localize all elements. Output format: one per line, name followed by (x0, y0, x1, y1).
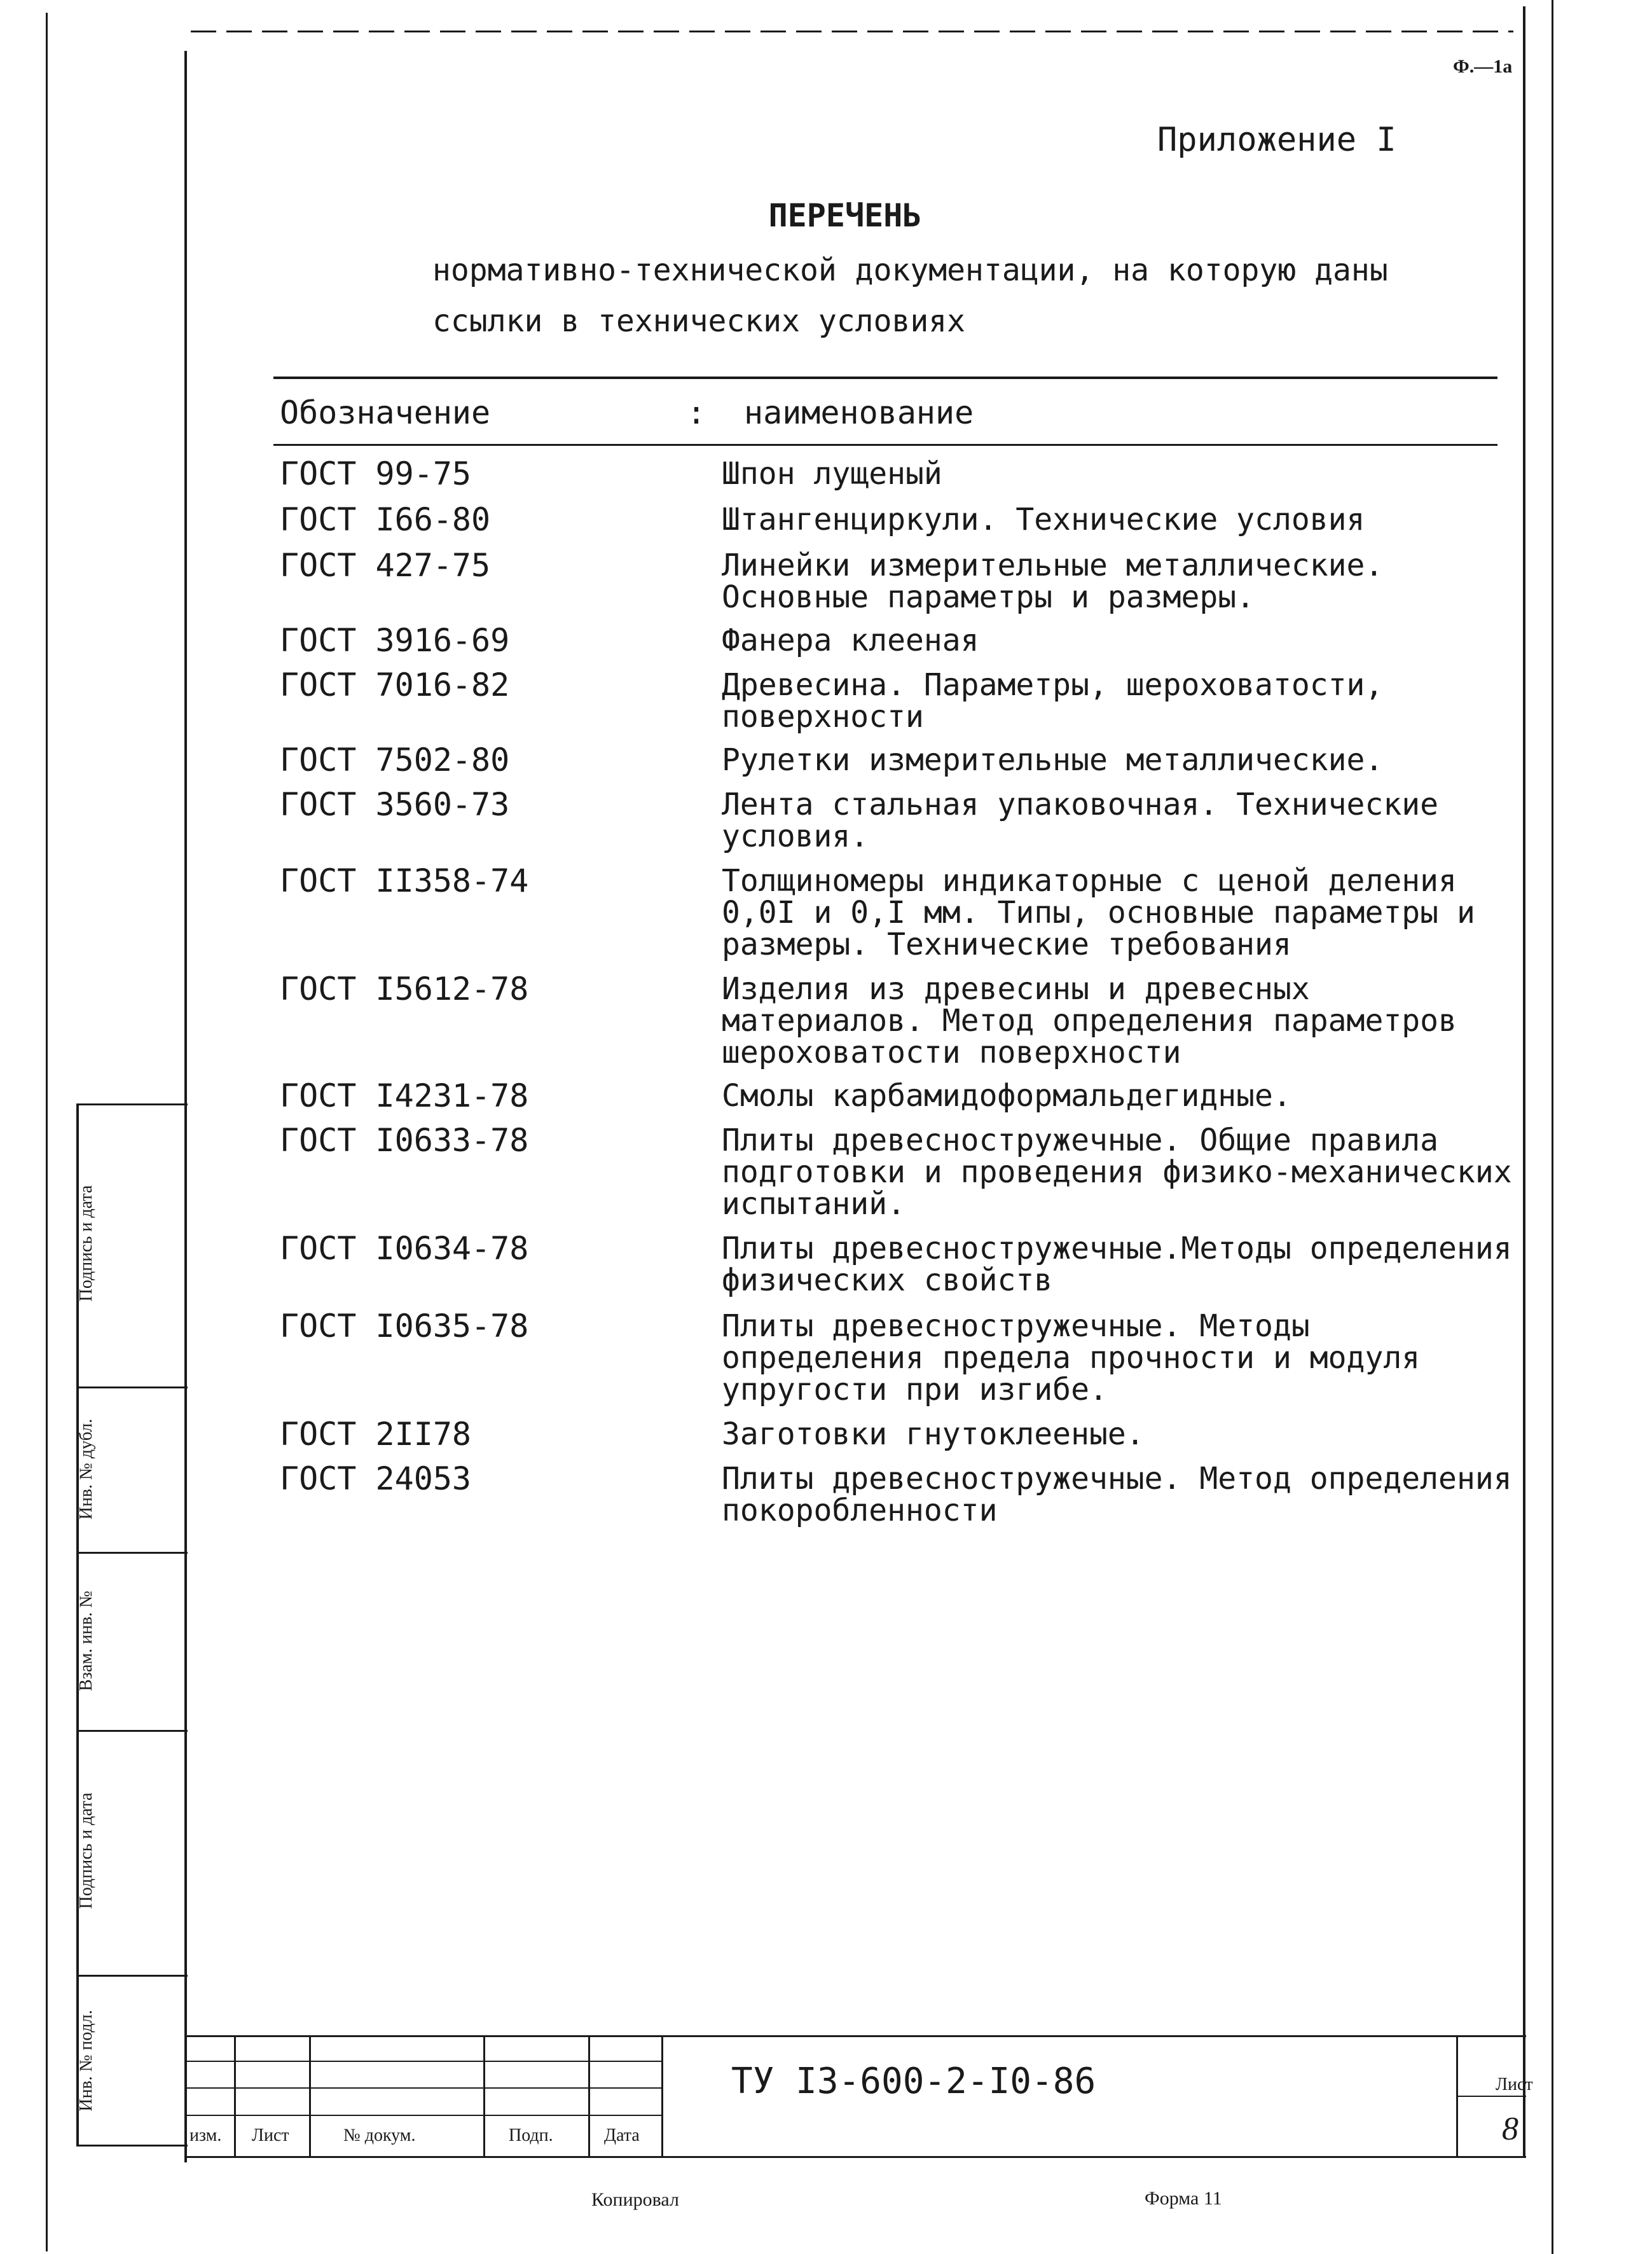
gost-name: Заготовки гнутоклееные. (722, 1416, 1145, 1452)
gost-code: ГОСТ 3560-73 (280, 786, 510, 823)
title-block-col-rule (661, 2035, 663, 2156)
gost-code: ГОСТ II358-74 (280, 862, 529, 899)
copied-label: Копировал (591, 2189, 679, 2210)
table-top-rule (273, 377, 1497, 379)
sheet-number: 8 (1502, 2111, 1518, 2147)
side-label-replace-inv-no: Взам. инв. № (76, 1591, 96, 1691)
outer-right-line (1552, 0, 1553, 2254)
gost-name: Шпон лущеный (722, 456, 942, 492)
gost-name: Смолы карбамидоформальдегидные. (722, 1078, 1291, 1114)
gost-code: ГОСТ I4231-78 (280, 1077, 529, 1114)
side-label-original-inv-no: Инв. № подл. (76, 2010, 96, 2112)
title-block-col-rule (588, 2035, 590, 2156)
frame-right-line (1523, 6, 1525, 2156)
gost-code: ГОСТ 427-75 (280, 547, 491, 584)
side-stamp-rule (76, 2145, 188, 2147)
gost-code: ГОСТ I66-80 (280, 501, 491, 538)
column-header-separator: : (687, 394, 706, 431)
gost-name: Штангенциркули. Технические условия (722, 502, 1365, 537)
side-stamp-rule (76, 1730, 188, 1732)
outer-left-line (46, 13, 48, 2251)
side-stamp-rule (76, 1975, 188, 1977)
gost-name: Плиты древесностружечные. Методы определения предела прочности и модуля упругости при изгибе. (722, 1308, 1421, 1407)
tb-col-change: изм. (189, 2126, 222, 2145)
gost-code: ГОСТ 3916-69 (280, 622, 510, 659)
gost-name: Изделия из древесины и древесных материалов. Метод определения параметров шероховатости поверхности (722, 971, 1457, 1070)
side-stamp-rule (76, 1552, 188, 1554)
gost-name: Рулетки измерительные металлические. (722, 742, 1384, 778)
gost-name: Древесина. Параметры, шероховатости, поверхности (722, 667, 1384, 735)
gost-code: ГОСТ I5612-78 (280, 971, 529, 1007)
title-block-sheet-rule (1456, 2096, 1526, 2097)
gost-name: Фанера клееная (722, 623, 979, 658)
gost-name: Плиты древесностружечные. Общие правила подготовки и проведения физико-механических испытаний. (722, 1123, 1512, 1222)
gost-code: ГОСТ 2II78 (280, 1416, 472, 1453)
sheet-label: Лист (1496, 2075, 1533, 2094)
side-label-signature-date-2: Подпись и дата (76, 1792, 96, 1909)
gost-name: Плиты древесностружечные.Методы определения физических свойств (722, 1231, 1512, 1298)
tb-col-sheet: Лист (252, 2126, 289, 2145)
page-title: ПЕРЕЧЕНЬ (768, 197, 922, 234)
frame-top-dashed (191, 31, 1513, 32)
side-label-signature-date-1: Подпись и дата (76, 1185, 96, 1302)
subtitle-line-2: ссылки в технических условиях (432, 303, 966, 339)
gost-name: Плиты древесностружечные. Метод определения покоробленности (722, 1461, 1512, 1528)
gost-code: ГОСТ 24053 (280, 1460, 472, 1497)
form-code: Ф.—1а (1453, 56, 1513, 77)
tb-col-signature: Подп. (509, 2126, 553, 2145)
column-header-designation: Обозначение (280, 394, 491, 431)
side-stamp-rule (76, 1103, 188, 1105)
gost-code: ГОСТ I0635-78 (280, 1308, 529, 1345)
gost-name: Толщиномеры индикаторные с ценой деления 0,0I и 0,I мм. Типы, основные параметры и размеры. Технические требования (722, 863, 1475, 962)
title-block-top-rule (184, 2035, 1526, 2037)
appendix-label: Приложение I (1157, 121, 1396, 159)
document-code: ТУ I3-600-2-I0-86 (731, 2061, 1096, 2102)
gost-name: Линейки измерительные металлические. Основные параметры и размеры. (722, 548, 1384, 615)
title-block-bottom-rule (184, 2156, 1526, 2158)
page-subtitle (432, 245, 1513, 347)
tb-col-date: Дата (604, 2126, 640, 2145)
side-label-dup-inv-no: Инв. № дубл. (76, 1418, 96, 1520)
gost-code: ГОСТ I0634-78 (280, 1230, 529, 1267)
form-label: Форма 11 (1145, 2188, 1222, 2209)
title-block-col-rule (234, 2035, 236, 2156)
subtitle-line-1: нормативно-технической документации, на которую даны (432, 252, 1388, 288)
gost-code: ГОСТ 7502-80 (280, 742, 510, 778)
frame-left-line (184, 51, 187, 2162)
gost-name: Лента стальная упаковочная. Технические условия. (722, 787, 1439, 854)
table-header-rule (273, 444, 1497, 446)
gost-code: ГОСТ 99-75 (280, 455, 472, 492)
title-block-col-rule (309, 2035, 311, 2156)
gost-code: ГОСТ 7016-82 (280, 667, 510, 703)
title-block-col-rule (483, 2035, 485, 2156)
side-stamp-rule (76, 1386, 188, 1388)
column-header-name: наименование (744, 394, 974, 431)
gost-code: ГОСТ I0633-78 (280, 1122, 529, 1159)
tb-col-doc-no: № докум. (343, 2126, 416, 2145)
